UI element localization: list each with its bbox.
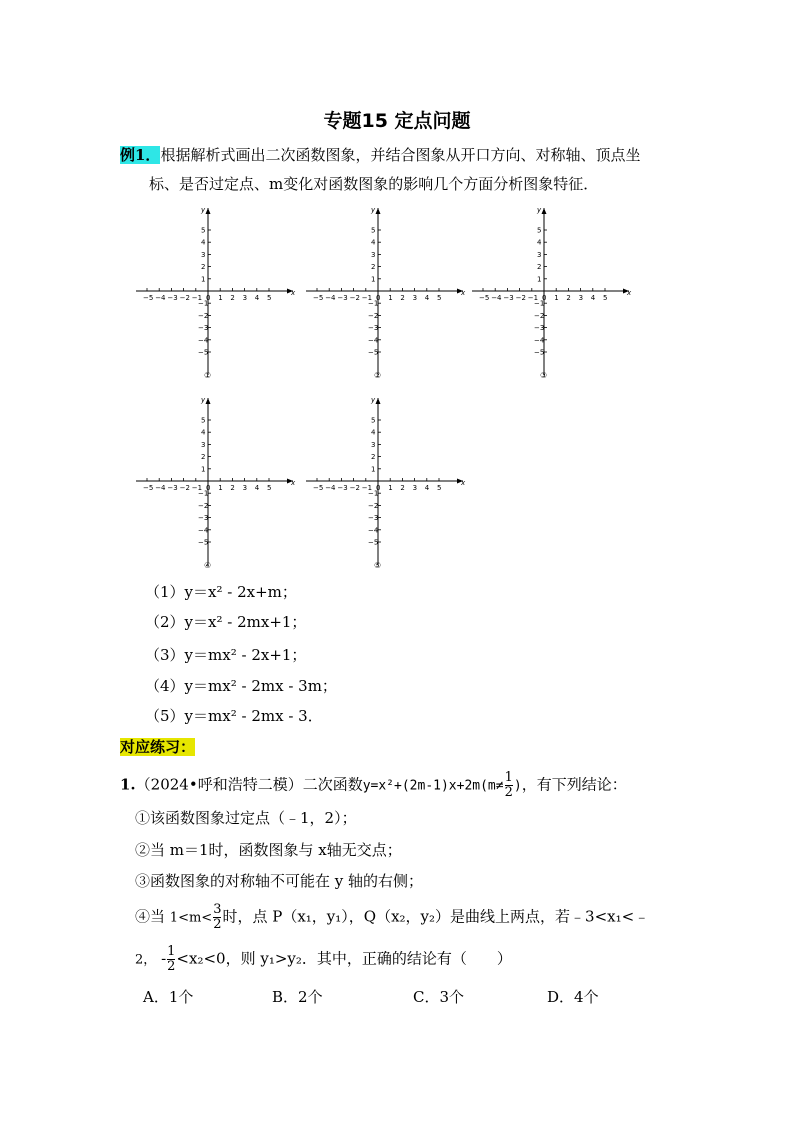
question-tail: ，有下列结论： (521, 775, 627, 794)
y-tick-label: −5 (198, 348, 209, 357)
y-tick-label: −4 (198, 526, 209, 535)
x-tick-label: 5 (603, 294, 608, 302)
x-tick-label: 0 (376, 484, 381, 492)
y-axis-arrow (376, 208, 381, 214)
y-tick-label: 5 (537, 226, 542, 235)
graph-4 (134, 394, 299, 573)
x-tick-label: 3 (242, 294, 248, 302)
x-tick-label: 2 (400, 294, 405, 302)
x-tick-label: 2 (230, 484, 235, 492)
question-number: 1. (120, 775, 136, 794)
x-tick-label: −2 (179, 484, 190, 492)
y-axis-label: y (201, 206, 206, 214)
x-tick-label: 0 (376, 294, 381, 302)
x-tick-label: 5 (267, 294, 272, 302)
y-tick-label: 5 (371, 226, 376, 235)
y-tick-label: −2 (368, 311, 379, 320)
x-tick-label: 2 (230, 294, 235, 302)
graph-2 (304, 204, 469, 383)
x-tick-label: −4 (325, 294, 336, 302)
y-tick-label: 2 (201, 263, 206, 272)
y-tick-label: 4 (371, 238, 376, 247)
y-tick-label: 2 (537, 263, 542, 272)
graph-caption: ④ (204, 561, 212, 569)
y-tick-label: −4 (198, 336, 209, 345)
x-tick-label: −1 (191, 294, 203, 302)
y-tick-label: 3 (371, 250, 376, 259)
y-tick-label: 3 (537, 250, 542, 259)
option-a[interactable]: A．1个 (143, 988, 194, 1006)
x-tick-label: 4 (424, 484, 430, 492)
x-tick-label: 3 (412, 294, 418, 302)
x-axis-label: x (461, 479, 466, 487)
x-tick-label: −4 (155, 294, 166, 302)
y-axis-label: y (201, 396, 206, 404)
x-tick-label: −5 (313, 484, 324, 492)
y-axis-arrow (376, 398, 381, 404)
function-5: （5）y＝mx² - 2mx - 3． (145, 707, 323, 725)
function-1: （1）y＝x² - 2x+m； (145, 583, 297, 601)
x-tick-label: 4 (590, 294, 596, 302)
y-axis-arrow (206, 398, 211, 404)
y-tick-label: 3 (201, 440, 206, 449)
y-tick-label: −2 (368, 501, 379, 510)
coordinate-grid (134, 394, 299, 569)
x-tick-label: −4 (491, 294, 502, 302)
y-tick-label: 2 (201, 453, 206, 462)
y-tick-label: 1 (201, 465, 206, 474)
graph-3 (470, 204, 635, 383)
x-tick-label: 4 (254, 294, 260, 302)
x-tick-label: 3 (242, 484, 248, 492)
x-tick-label: −2 (179, 294, 190, 302)
y-axis-arrow (206, 208, 211, 214)
x-tick-label: 2 (400, 484, 405, 492)
y-tick-label: −5 (198, 538, 209, 547)
x-tick-label: −5 (479, 294, 490, 302)
page-title: 专题15 定点问题 (323, 110, 471, 132)
x-tick-label: 4 (254, 484, 260, 492)
statement-4-fraction: $\frac{3}{2}$ (213, 902, 222, 932)
statement-4-cont: 2， - $\frac{1}{2}$ <x₂<0，则 y₁>y₂．其中，正确的结论有（ ） (135, 944, 512, 974)
x-tick-label: 2 (566, 294, 571, 302)
x-tick-label: 0 (542, 294, 547, 302)
x-tick-label: −3 (337, 484, 348, 492)
x-tick-label: −1 (361, 294, 373, 302)
question-1-line: 1.（2024•呼和浩特二模）二次函数y=x²+(2m-1)x+2m(m≠ $\frac{1}{2}$ )，有下列结论： (120, 770, 627, 800)
x-tick-label: −3 (167, 484, 178, 492)
y-tick-label: −3 (198, 324, 209, 333)
x-tick-label: −5 (143, 294, 154, 302)
function-4: （4）y＝mx² - 2mx - 3m； (145, 677, 337, 695)
x-tick-label: 1 (388, 294, 393, 302)
y-tick-label: 5 (201, 226, 206, 235)
y-tick-label: −2 (534, 311, 545, 320)
statement-1: ①该函数图象过定点（﹣1，2）； (135, 809, 357, 827)
y-tick-label: −5 (368, 538, 379, 547)
graph-caption: ② (374, 371, 382, 379)
statement-4: ④当 1<m< $\frac{3}{2}$ 时，点 P（x₁，y₁），Q（x₂，y₂）是曲线上两点，若﹣3<x₁<﹣ (135, 902, 650, 932)
y-tick-label: −3 (534, 324, 545, 333)
x-axis-label: x (291, 289, 296, 297)
practice-label: 对应练习： (120, 738, 196, 756)
y-tick-label: 5 (371, 416, 376, 425)
example-label: 例1． (120, 146, 161, 164)
example-line-2: 标、是否过定点、m变化对函数图象的影响几个方面分析图象特征． (149, 175, 599, 193)
y-tick-label: −1 (534, 299, 545, 308)
y-axis-label: y (371, 206, 376, 214)
question-fraction: $\frac{1}{2}$ (504, 770, 513, 800)
x-tick-label: 4 (424, 294, 430, 302)
x-tick-label: 5 (267, 484, 272, 492)
y-tick-label: −2 (198, 501, 209, 510)
y-tick-label: 1 (537, 275, 542, 284)
example-text-1: 根据解析式画出二次函数图象，并结合图象从开口方向、对称轴、顶点坐 (160, 146, 641, 164)
x-tick-label: 0 (206, 294, 211, 302)
y-tick-label: −4 (368, 526, 379, 535)
x-tick-label: 5 (437, 294, 442, 302)
y-tick-label: −1 (198, 299, 209, 308)
x-tick-label: −3 (167, 294, 178, 302)
x-tick-label: −1 (527, 294, 539, 302)
y-tick-label: 5 (201, 416, 206, 425)
x-tick-label: 1 (218, 484, 223, 492)
x-tick-label: 5 (437, 484, 442, 492)
function-2: （2）y＝x² - 2mx+1； (145, 613, 307, 631)
x-tick-label: −2 (349, 294, 360, 302)
y-tick-label: 1 (371, 275, 376, 284)
coordinate-grid (304, 204, 469, 379)
option-b[interactable]: B．2个 (272, 988, 323, 1006)
x-tick-label: −4 (325, 484, 336, 492)
y-tick-label: −4 (368, 336, 379, 345)
statement-2: ②当 m＝1时，函数图象与 x轴无交点； (135, 841, 402, 859)
y-tick-label: 2 (371, 263, 376, 272)
y-tick-label: 3 (201, 250, 206, 259)
y-tick-label: −5 (368, 348, 379, 357)
x-tick-label: −1 (191, 484, 203, 492)
practice-label-row (120, 737, 195, 757)
x-tick-label: −3 (503, 294, 514, 302)
x-tick-label: 3 (578, 294, 584, 302)
option-d[interactable]: D．4个 (547, 988, 599, 1006)
y-tick-label: −1 (368, 489, 379, 498)
x-tick-label: −2 (515, 294, 526, 302)
y-tick-label: 1 (201, 275, 206, 284)
y-tick-label: −5 (534, 348, 545, 357)
x-tick-label: −3 (337, 294, 348, 302)
y-axis-label: y (371, 396, 376, 404)
x-tick-label: −4 (155, 484, 166, 492)
x-tick-label: 1 (554, 294, 559, 302)
y-tick-label: 4 (201, 428, 206, 437)
y-tick-label: −4 (534, 336, 545, 345)
question-source: （2024•呼和浩特二模）二次函数 (135, 775, 363, 794)
x-tick-label: 1 (218, 294, 223, 302)
y-tick-label: −1 (368, 299, 379, 308)
x-tick-label: 0 (206, 484, 211, 492)
graph-1 (134, 204, 299, 383)
coordinate-grid (134, 204, 299, 379)
y-tick-label: 1 (371, 465, 376, 474)
y-tick-label: −3 (368, 324, 379, 333)
function-3: （3）y＝mx² - 2x+1； (145, 646, 307, 664)
y-tick-label: −2 (198, 311, 209, 320)
x-tick-label: −2 (349, 484, 360, 492)
coordinate-grid (304, 394, 469, 569)
question-formula: y=x²+(2m-1)x+2m(m≠ (362, 778, 504, 794)
x-tick-label: 3 (412, 484, 418, 492)
y-tick-label: −3 (198, 514, 209, 523)
y-tick-label: 4 (371, 428, 376, 437)
y-tick-label: −1 (198, 489, 209, 498)
y-tick-label: 4 (537, 238, 542, 247)
y-axis-arrow (542, 208, 547, 214)
x-axis-label: x (461, 289, 466, 297)
graph-caption: ③ (540, 371, 548, 379)
x-tick-label: −1 (361, 484, 373, 492)
y-tick-label: 3 (371, 440, 376, 449)
y-tick-label: −3 (368, 514, 379, 523)
graph-caption: ⑤ (374, 561, 382, 569)
x-axis-label: x (291, 479, 296, 487)
option-c[interactable]: C．3个 (413, 988, 465, 1006)
y-tick-label: 4 (201, 238, 206, 247)
statement-5-fraction: $\frac{1}{2}$ (167, 944, 176, 974)
coordinate-grid (470, 204, 635, 379)
y-tick-label: 2 (371, 453, 376, 462)
x-axis-label: x (627, 289, 632, 297)
statement-3: ③函数图象的对称轴不可能在 y 轴的右侧； (135, 872, 424, 890)
y-axis-label: y (537, 206, 542, 214)
x-tick-label: −5 (313, 294, 324, 302)
graph-5 (304, 394, 469, 573)
example-line-1 (120, 145, 640, 165)
x-tick-label: −5 (143, 484, 154, 492)
graph-caption: ① (204, 371, 212, 379)
x-tick-label: 1 (388, 484, 393, 492)
